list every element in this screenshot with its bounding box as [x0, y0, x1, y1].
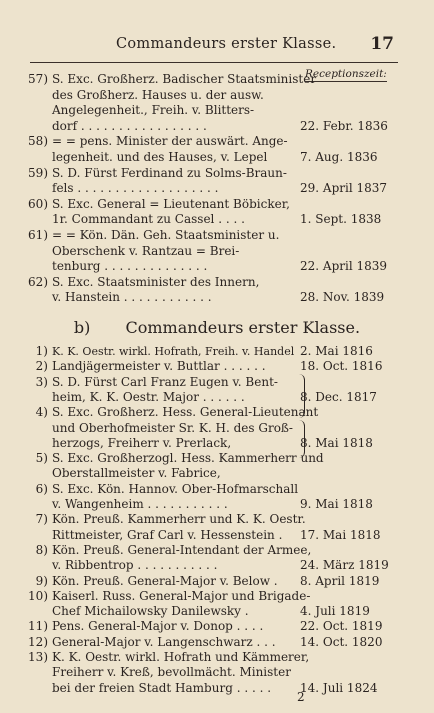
entry-text: Chef Michailowsky Danilewsky .	[52, 604, 249, 619]
entry-text: S. Exc. Großherzogl. Hess. Kammerherr und	[52, 451, 324, 466]
entry-date: 18. Oct. 1816	[300, 359, 383, 374]
entry-text: fels . . . . . . . . . . . . . . . . . . .	[52, 181, 219, 196]
brace	[298, 420, 305, 458]
entry-text: dorf . . . . . . . . . . . . . . . . .	[52, 118, 207, 133]
entry-text: = = pens. Minister der auswärt. Ange-	[52, 134, 288, 149]
receptionszeit-label: Receptionszeit:	[305, 68, 387, 80]
entry-text: v. Wangenheim . . . . . . . . . . .	[52, 497, 228, 511]
entry-text: legenheit. und des Hauses, v. Lepel	[52, 150, 268, 164]
entry-text: Kön. Preuß. General-Intendant der Armee,	[52, 542, 312, 557]
entry-text: S. D. Fürst Ferdinand zu Solms-Braun-	[52, 165, 287, 180]
entry-number: 13)	[28, 650, 48, 664]
entry-number: 5)	[35, 451, 48, 466]
entry-text: des Großherz. Hauses u. der ausw.	[52, 87, 264, 102]
entry-date: 22. Febr. 1836	[300, 118, 388, 133]
entry-number: 62)	[28, 274, 48, 289]
entry-date: 14. Juli 1824	[300, 680, 378, 695]
entry-text: Rittmeister, Graf Carl v. Hessenstein .	[52, 527, 283, 542]
entry-text: v. Ribbentrop . . . . . . . . . . .	[52, 558, 218, 573]
entry-text: S. Exc. Großherz. Badischer Staatsminister	[52, 72, 317, 86]
entry-number: 2)	[35, 359, 48, 374]
entry-text: und Oberhofmeister Sr. K. H. des Groß-	[52, 420, 293, 435]
entry-text: S. Exc. Staatsminister des Innern,	[52, 274, 260, 289]
entry-date: 22. Oct. 1819	[300, 619, 383, 634]
entry-number: 7)	[35, 512, 48, 527]
entry-text: Kön. Preuß. Kammerherr und K. K. Oestr.	[52, 512, 306, 527]
entry-text: Kaiserl. Russ. General-Major und Brigade-	[52, 588, 311, 603]
entry-date: 4. Juli 1819	[300, 604, 370, 619]
entry-date: 8. Dec. 1817	[300, 389, 377, 404]
section-prefix: b)	[73, 318, 91, 337]
entry-text: Kön. Preuß. General-Major v. Below .	[52, 573, 278, 588]
entry-date: 28. Nov. 1839	[300, 290, 385, 305]
entry-text: S. Exc. Kön. Hannov. Ober-Hofmarschall	[52, 481, 299, 496]
entry-number: 58)	[28, 134, 48, 149]
entry-text: 1r. Commandant zu Cassel . . . .	[52, 212, 245, 227]
page-header	[0, 36, 434, 56]
entry-text: Freiherr v. Kreß, bevollmächt. Minister	[52, 665, 291, 680]
entry-text: bei der freien Stadt Hamburg . . . . .	[52, 680, 272, 695]
entry-number: 11)	[28, 619, 48, 634]
entry-date: 22. April 1839	[300, 259, 388, 274]
entry-number: 4)	[35, 405, 48, 420]
entry-date: 29. April 1837	[300, 181, 388, 196]
brace	[298, 374, 305, 418]
entry-text: tenburg . . . . . . . . . . . . . .	[52, 259, 208, 274]
section-heading	[0, 318, 434, 337]
entry-text: v. Hanstein . . . . . . . . . . . .	[52, 290, 212, 305]
entry-text: Pens. General-Major v. Donop . . . .	[52, 619, 264, 634]
entry-text: Angelegenheit., Freih. v. Blitters-	[52, 103, 255, 118]
entry-number: 10)	[28, 588, 48, 603]
entry-number: 1)	[35, 344, 48, 358]
entry-date: 17. Mai 1818	[300, 527, 381, 542]
entry-text: S. Exc. General = Lieutenant Böbicker,	[52, 196, 290, 211]
entry-text: S. D. Fürst Carl Franz Eugen v. Bent-	[52, 374, 278, 389]
entry-date: 9. Mai 1818	[300, 497, 373, 511]
entry-text: Landjägermeister v. Buttlar . . . . . .	[52, 359, 266, 374]
entry-text: Oberschenk v. Rantzau = Brei-	[52, 243, 240, 258]
list-item	[0, 288, 434, 307]
entry-date: 24. März 1819	[300, 558, 389, 573]
entry-date: 8. Mai 1818	[300, 435, 373, 450]
entry-number: 3)	[35, 374, 48, 389]
running-title: Commandeurs erster Klasse.	[116, 36, 337, 52]
signature-mark: 2	[297, 690, 305, 704]
entry-number: 6)	[35, 481, 48, 496]
entry-text: herzogs, Freiherr v. Prerlack,	[52, 435, 232, 450]
entry-date: 8. April 1819	[300, 573, 380, 588]
entry-number: 12)	[28, 634, 48, 649]
entry-text: heim, K. K. Oestr. Major . . . . . .	[52, 389, 245, 404]
entry-text: Oberstallmeister v. Fabrice,	[52, 466, 221, 481]
entry-date: 14. Oct. 1820	[300, 634, 383, 649]
entry-date: 2. Mai 1816	[300, 344, 373, 358]
entry-text: = = Kön. Dän. Geh. Staatsminister u.	[52, 228, 280, 242]
section-title: Commandeurs erster Klasse.	[125, 318, 361, 337]
entry-text: K. K. Oestr. wirkl. Hofrath und Kämmerer,	[52, 650, 310, 664]
entry-number: 61)	[28, 228, 48, 242]
header-rule	[30, 62, 398, 63]
entry-date: 7. Aug. 1836	[300, 150, 378, 164]
entry-date: 1. Sept. 1838	[300, 212, 382, 227]
entry-text: General-Major v. Langenschwarz . . .	[52, 634, 276, 649]
entry-text: S. Exc. Großherz. Hess. General-Lieutenant	[52, 405, 319, 420]
list-item	[0, 679, 434, 698]
entry-number: 8)	[35, 542, 48, 557]
page-number: 17	[370, 34, 394, 54]
entry-number: 60)	[28, 196, 48, 211]
entry-text: K. K. Oestr. wirkl. Hofrath, Freih. v. Handel	[52, 345, 295, 358]
entry-number: 9)	[35, 573, 48, 588]
entry-number: 59)	[28, 165, 48, 180]
entry-number: 57)	[28, 72, 48, 86]
